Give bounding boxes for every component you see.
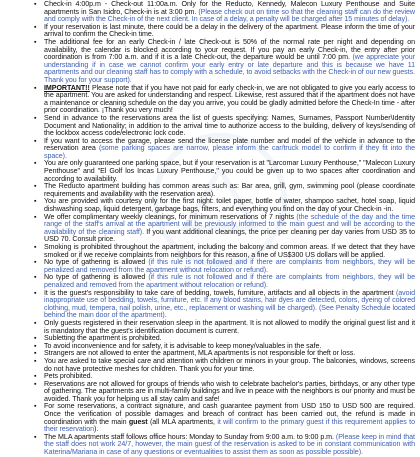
bullet-icon: ▪	[34, 289, 37, 297]
rule-text: We offer complimentary weekly cleanings, for minimum reservations of 7 nights	[44, 212, 297, 221]
rule-text: Smoking is prohibited throughout the apartment, including the balcony and common areas. If we detect that they have smoked or if we receive complaints from neighbors for this reason, a fine of US$300 US dollars will be applied.	[44, 243, 415, 259]
rule-text: The additional fee for an early Check-in / late Check-out is 50% of the normal rate per night and depending on availability, the calendar is blocked according to your request. If you pay an early Check-in, the entry after prior coordination is from 7:00 a.m. and if it is a late Check-out, the departure would be until 7:00 pm.	[44, 37, 415, 62]
rule-item	[34, 159, 415, 183]
rule-item	[34, 22, 415, 39]
bullet-icon: ▪	[34, 373, 37, 381]
rule-note-text: it will confirm to the primary guest if this requirement applies to their reservation	[44, 417, 415, 434]
bullet-icon: ▪	[34, 114, 37, 122]
rule-item	[34, 182, 415, 198]
rule-note-text: (Please check out on time so that the cleaning staff can do the review and comply with the Check-in of the next client. In case of a delay, a penalty will be charged after 15 minutes of delay).	[44, 7, 415, 24]
rule-text: Send in advance to the reservations area the list of guests specifying: Names, Surnames, Passport Number\Identity Document and Nationality; in addition to the arrival time to authorize access to the building, delivery of keys/sending of the lockbox access code/electronic lock code.	[44, 113, 415, 138]
bullet-icon: ▪	[34, 213, 37, 221]
bullet-icon: ▪	[34, 38, 37, 46]
rule-note-text: (we appreciate your understanding if in case we cannot confirm your early entry or late departure and this is because we have 11 apartments and our cleaning staff has to comply with a schedule, to avoid setbacks with the Check-in of our new guests. Thank you for your support).	[44, 53, 416, 84]
rule-item	[34, 288, 415, 320]
rule-text: Please note that if you have not paid for early check-in, we are not obligated to give you early access to the apartment. You are asked for understanding and respect. Likewise, rest assured that if the apartment does not have a maintenance or cleaning schedule on the day you arrive, you could be gladly admitted before the Check-In time - after prior coordination. ¡Thank you very much!	[44, 83, 415, 115]
rule-text: It is the guest's responsibility to take care of bedding, towels, furniture, artifacts and all objects in the apartment	[44, 288, 396, 297]
rule-text: To avoid inconvenience and for safety, it is advisable to keep money/valuables in the safe.	[44, 341, 322, 350]
rule-item	[34, 273, 415, 289]
rule-text: Only guests registered in their reservation sleep in the apartment. It is not allowed to modify the original guest list and it is mandatory that the guest's identification document is current.	[44, 318, 415, 335]
rule-text: You are only guaranteed one parking space, but if your reservation is at "Larcomar Luxury Penthouse," "Malecon Luxury Penthouse" and "El Golf los Incas Luxury Penthouse," you could be given up to two spaces after coordination and according to availability.	[44, 159, 415, 183]
rule-item	[34, 0, 415, 24]
rule-item	[34, 356, 415, 373]
rule-text: For some reservations, a contract signature, and cash guarantee payment from USD 150 to USD 500 are required. Once the verification of possible damages and breach of contract has been carried out, the refund is made in coordination with the main	[44, 402, 415, 426]
bullet-icon: ▪	[34, 319, 37, 327]
bullet-icon: ▪	[34, 380, 37, 388]
rule-text: If you want additional cleanings, the price per cleaning per day varies from USD 35 to USD 70. Consult price.	[44, 227, 416, 244]
rule-item	[34, 402, 415, 434]
rule-text: If your reservation is last minute, there could be a delay in the delivery of the apartment. Please inform the time of your arrival to confirm the Check-in time.	[44, 22, 415, 39]
rule-text: guest	[128, 417, 148, 426]
bullet-icon: ▪	[34, 23, 37, 31]
bullet-icon: ▪	[34, 137, 37, 145]
bullet-icon: ▪	[34, 342, 37, 350]
bullet-icon: ▪	[34, 335, 37, 343]
rule-note-text: (Please keep in mind that the staff does not work 24/7, however, the main guest of the reservation is asked to be in constant communication with Katerina/Mariana in case of any questions or eventualities to assist them as soon as possible possible).	[44, 432, 415, 457]
rule-text: You are asked to take special care and attention with children or minors in your group. The balconies, windows, screens do not have protective meshes for children. Thank you for your time.	[44, 356, 415, 373]
bullet-icon: ▪	[34, 183, 37, 191]
rule-text: (all MLA apartments,	[147, 417, 218, 426]
rule-text: The MLA apartments staff follows office hours: Monday to Sunday from 9:00 a.m. to 9:00 p.m.	[44, 432, 336, 441]
rule-text: Reservations are not allowed for groups of friends who wish to celebrate bachelor's parties, birthdays, or any other type of gathering. The apartments are in multi-family buildings and live in peace with the neighbors is our priority and must be avoided. Thank you for helping us all stay calm and safe!	[44, 379, 415, 403]
rule-note-text: (the schedule of the day and the time range of the staff's arrival at the apartment will be previously informed to the main guest and will be according to the availability of the cleaning staff).	[44, 212, 415, 236]
bullet-icon: ▪	[34, 357, 37, 365]
rule-note-text: (if this rule is not followed and if there are complaints from neighbors, they will be penalized and removed from the apartment without relocation or refund).	[44, 258, 415, 274]
rule-text: No type of gathering is allowed	[44, 273, 149, 282]
rule-text: The Reducto apartment building has common areas such as: Bar area, grill, gym, swimming pool (please coordinate requirements and availability with the reservation area).	[44, 182, 415, 198]
rule-text: Subletting the apartment is prohibited.	[44, 334, 162, 343]
rule-item	[34, 379, 415, 404]
rule-item	[34, 258, 415, 274]
rule-item	[34, 113, 415, 138]
rule-text: Strangers are not allowed to enter the apartment, MLA apartments is not responsible for theft or loss.	[44, 349, 356, 358]
rule-item	[34, 83, 415, 115]
rule-item	[34, 212, 416, 244]
rule-item	[34, 37, 416, 85]
rule-note-text: (if this rule is not followed and if there are complaints from neighbors, they will be penalized and removed from the apartment without relocation or refund).	[44, 273, 415, 289]
rule-text: Pets prohibited.	[44, 372, 93, 381]
bullet-icon: ▪	[34, 1, 37, 8]
bullet-icon: ▪	[34, 244, 37, 251]
rule-text: No type of gathering is allowed	[44, 258, 149, 267]
rule-text: You are provided with courtesy only for the first night: toilet paper, bottle of water, shampoo sachet, hotel soap, liquid dishwashing soap, liquid detergent, garbage bags, filters, and everything you find on the day of your Check-in -in.	[44, 197, 415, 214]
bullet-icon: ▪	[34, 259, 37, 267]
rule-text: Check-in 4:00p.m - Check-out 11:00a.m. Only for the Reducto, Kennedy, Malecon Luxury Penthouse and Suite apartments in San Isidro, Check-in is at 3:00 pm.	[44, 0, 415, 16]
rule-note-text: (avoid inappropriate use of bedding, towels, furniture, etc. If any blood stains, hair dyes are detected, colors, dyeing of colored clothing, mud, tempera, nail polish, urine, etc., replacement or washing will be charged). (See Penalty Schedule located behind the main door of the apartment).	[44, 288, 415, 320]
rule-text: ).	[94, 425, 99, 434]
important-label: IMPORTANT!!	[44, 83, 90, 92]
rule-item	[34, 243, 415, 259]
bullet-icon: ▪	[34, 198, 37, 206]
rule-item	[34, 318, 415, 335]
bullet-icon: ▪	[34, 84, 37, 92]
bullet-icon: ▪	[34, 403, 37, 411]
rule-item	[34, 432, 415, 457]
bullet-icon: ▪	[34, 160, 37, 168]
rule-note-text: (some parking spaces are narrow, please inform the car/truck model to confirm if they fit into the space).	[44, 144, 415, 160]
rule-item	[34, 136, 415, 161]
bullet-icon: ▪	[34, 274, 37, 282]
rule-text: If you want to access the garage, please send the license plate number and model of the vehicle in advance to the reservation area	[44, 136, 415, 153]
rules-list	[34, 0, 416, 457]
bullet-icon: ▪	[34, 350, 37, 358]
bullet-icon: ▪	[34, 433, 37, 441]
rule-item	[34, 197, 415, 214]
